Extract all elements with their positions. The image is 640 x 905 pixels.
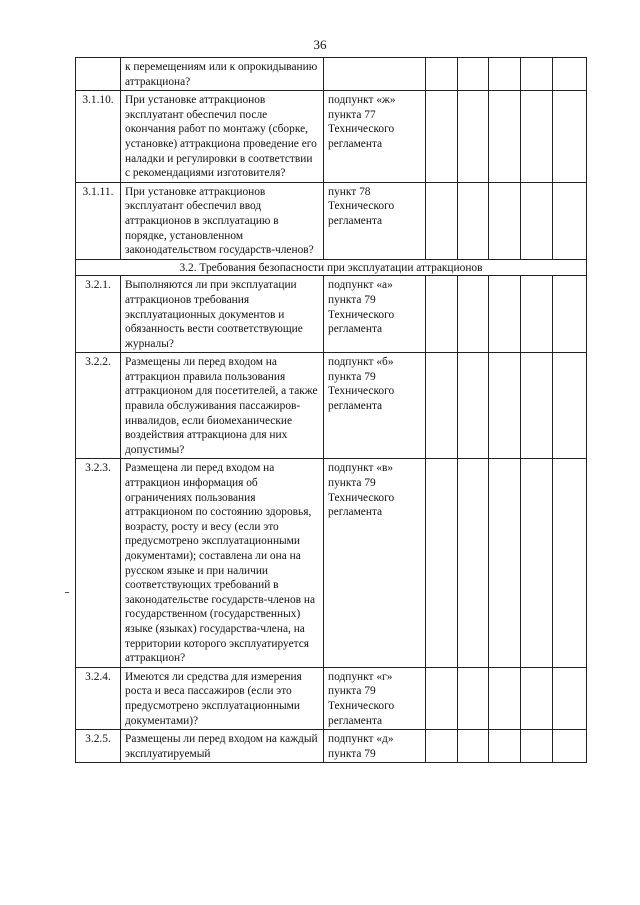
answer-cell xyxy=(426,182,458,259)
answer-cell xyxy=(489,730,521,763)
answer-cell xyxy=(426,91,458,183)
answer-cell xyxy=(489,459,521,667)
answer-cell xyxy=(553,730,587,763)
regulation-reference: подпункт «б» пункта 79 Технического регламента xyxy=(324,353,426,459)
item-number: 3.2.2. xyxy=(76,353,121,459)
item-number: 3.1.10. xyxy=(76,91,121,183)
answer-cell xyxy=(458,459,489,667)
answer-cell xyxy=(458,276,489,353)
answer-cell xyxy=(458,730,489,763)
item-number: 3.2.3. xyxy=(76,459,121,667)
answer-cell xyxy=(489,667,521,729)
answer-cell xyxy=(489,276,521,353)
answer-cell xyxy=(489,91,521,183)
requirement-text: Имеются ли средства для измерения роста и веса пассажиров (если это предусмотрено эксплуатационными документами)? xyxy=(121,667,324,729)
table-row xyxy=(76,353,587,459)
page-number: 36 xyxy=(313,37,327,52)
item-number: 3.2.4. xyxy=(76,667,121,729)
requirement-text: Выполняются ли при эксплуатации аттракционов требования эксплуатационных документов и обязанность вести соответствующие журналы? xyxy=(121,276,324,353)
table-row xyxy=(76,182,587,259)
answer-cell xyxy=(553,182,587,259)
regulation-reference: подпункт «д» пункта 79 xyxy=(324,730,426,763)
answer-cell xyxy=(553,58,587,91)
table-row xyxy=(76,459,587,667)
requirement-text: При установке аттракционов эксплуатант обеспечил после окончания работ по монтажу (сборке, установке) аттракциона проведение его наладки и регулировки в соответствии с рекомендациями изготовителя? xyxy=(121,91,324,183)
item-number: 3.1.11. xyxy=(76,182,121,259)
answer-cell xyxy=(426,58,458,91)
table-row xyxy=(76,730,587,763)
section-header-row xyxy=(76,259,587,276)
answer-cell xyxy=(521,353,553,459)
answer-cell xyxy=(553,91,587,183)
regulation-reference: подпункт «г» пункта 79 Технического регламента xyxy=(324,667,426,729)
answer-cell xyxy=(553,667,587,729)
regulation-reference: подпункт «в» пункта 79 Технического регламента xyxy=(324,459,426,667)
requirement-text: Размещены ли перед входом на каждый эксплуатируемый xyxy=(121,730,324,763)
table-row xyxy=(76,91,587,183)
answer-cell xyxy=(426,459,458,667)
answer-cell xyxy=(489,58,521,91)
answer-cell xyxy=(458,353,489,459)
answer-cell xyxy=(521,667,553,729)
answer-cell xyxy=(521,91,553,183)
answer-cell xyxy=(458,91,489,183)
requirement-text: При установке аттракционов эксплуатант обеспечил ввод аттракционов в эксплуатацию в порядке, установленном законодательством государств-членов? xyxy=(121,182,324,259)
section-title: 3.2. Требования безопасности при эксплуатации аттракционов xyxy=(76,259,587,276)
answer-cell xyxy=(458,58,489,91)
requirement-text: Размещены ли перед входом на аттракцион правила пользования аттракционом для посетителей, а также правила обслуживания пассажиров-инвалидов, если биомеханические воздействия аттракциона для них допустимы? xyxy=(121,353,324,459)
checklist-table xyxy=(75,57,587,763)
requirement-text: Размещена ли перед входом на аттракцион информация об ограничениях пользования аттракционом по состоянию здоровья, возрасту, росту и весу (если это предусмотрено эксплуатационными документами); составлена ли она на русском языке и при наличии соответствующих требований в законодательстве государств-членов на государственном (государственных) языке (языках) государства-члена, на территории которого эксплуатируется аттракцион? xyxy=(121,459,324,667)
table-row xyxy=(76,58,587,91)
answer-cell xyxy=(489,182,521,259)
answer-cell xyxy=(426,353,458,459)
answer-cell xyxy=(489,353,521,459)
answer-cell xyxy=(426,276,458,353)
answer-cell xyxy=(521,276,553,353)
item-number: 3.2.5. xyxy=(76,730,121,763)
answer-cell xyxy=(521,58,553,91)
answer-cell xyxy=(553,276,587,353)
answer-cell xyxy=(521,730,553,763)
regulation-reference: подпункт «ж» пункта 77 Технического регламента xyxy=(324,91,426,183)
answer-cell xyxy=(426,667,458,729)
table-row xyxy=(76,276,587,353)
margin-tick-mark xyxy=(65,592,69,593)
answer-cell xyxy=(553,459,587,667)
table-row xyxy=(76,667,587,729)
item-number xyxy=(76,58,121,91)
requirement-text: к перемещениям или к опрокидыванию аттракциона? xyxy=(121,58,324,91)
item-number: 3.2.1. xyxy=(76,276,121,353)
answer-cell xyxy=(426,730,458,763)
answer-cell xyxy=(458,182,489,259)
answer-cell xyxy=(521,182,553,259)
regulation-reference: пункт 78 Технического регламента xyxy=(324,182,426,259)
answer-cell xyxy=(553,353,587,459)
answer-cell xyxy=(521,459,553,667)
regulation-reference: подпункт «а» пункта 79 Технического регламента xyxy=(324,276,426,353)
regulation-reference xyxy=(324,58,426,91)
answer-cell xyxy=(458,667,489,729)
